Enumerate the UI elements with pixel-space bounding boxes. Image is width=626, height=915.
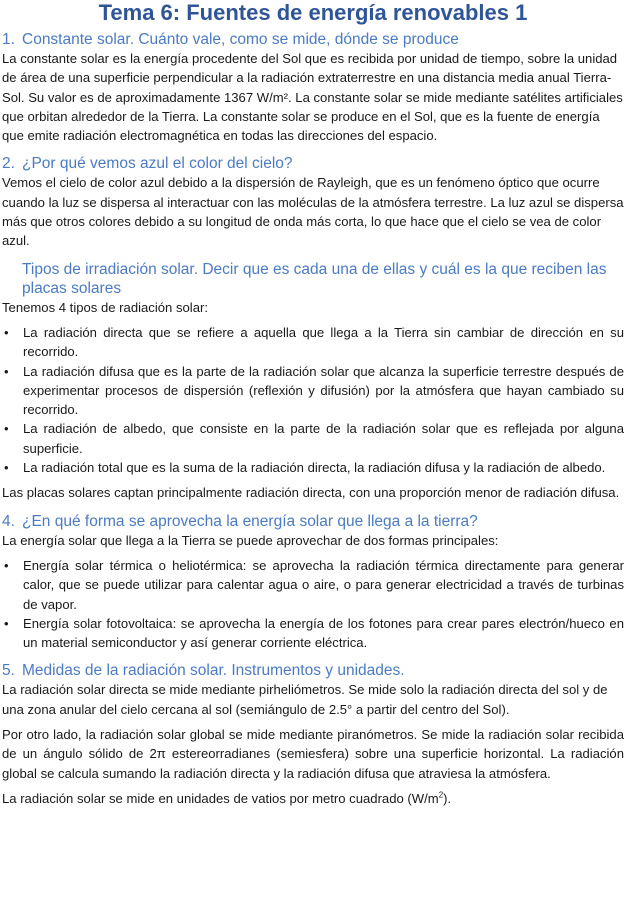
list-item-text: Energía solar térmica o heliotérmica: se aprovecha la radiación térmica directamente para generar calor, que se puede utilizar para calentar agua o aire, o para generar electricidad a través de turbinas de vapor. <box>23 557 624 612</box>
bullet-list <box>2 556 624 652</box>
bullet-icon: • <box>4 363 9 379</box>
paragraph: La energía solar que llega a la Tierra se puede aprovechar de dos formas principales: <box>2 532 499 548</box>
list-item <box>2 323 624 362</box>
list-item <box>2 614 624 653</box>
paragraph: La radiación solar directa se mide mediante pirheliómetros. Se mide solo la radiación directa del sol y de una zona anular del cielo cercana al sol (semiángulo de 2.5° a partir del centro del Sol). <box>2 682 608 717</box>
section-heading-text: ¿Por qué vemos azul el color del cielo? <box>22 155 293 173</box>
bullet-list <box>2 323 624 477</box>
list-item <box>2 556 624 614</box>
section-number <box>2 260 22 279</box>
list-item <box>2 362 624 420</box>
section-number: 4. <box>2 512 15 530</box>
list-item <box>2 458 624 477</box>
paragraph <box>2 789 624 808</box>
section-heading-text: Tipos de irradiación solar. Decir que es cada una de ellas y cuál es la que reciben las placas solares <box>22 260 607 297</box>
units-text-end: ). <box>443 790 452 806</box>
section-heading <box>2 512 624 531</box>
section-heading-text: ¿En qué forma se aprovecha la energía solar que llega a la tierra? <box>22 512 478 530</box>
section-heading <box>2 661 624 680</box>
section-number: 2. <box>2 155 15 173</box>
section-2 <box>2 154 624 250</box>
section-number: 5. <box>2 662 15 680</box>
section-number: 1. <box>2 31 15 48</box>
list-item <box>2 419 624 458</box>
paragraph: Por otro lado, la radiación solar global se mide mediante piranómetros. Se mide la radiación solar recibida de un ángulo sólido de 2π estereorradianes (semiesfera) sobre una superficie horizontal. La radiación global se calcula sumando la radiación directa y la radiación difusa que atraviesa la atmósfera. <box>2 727 624 781</box>
bullet-icon: • <box>4 615 9 631</box>
list-item-text: Energía solar fotovoltaica: se aprovecha la energía de los fotones para crear pares electrón/hueco en un material semiconductor y así generar corriente eléctrica. <box>23 615 624 651</box>
list-item-text: La radiación total que es la suma de la radiación directa, la radiación difusa y la radiación de albedo. <box>23 460 606 476</box>
section-heading-text: Constante solar. Cuánto vale, como se mide, dónde se produce <box>22 31 459 48</box>
bullet-icon: • <box>4 557 9 573</box>
section-5 <box>2 661 624 808</box>
section-heading-text: Medidas de la radiación solar. Instrumentos y unidades. <box>22 662 405 680</box>
list-item-text: La radiación de albedo, que consiste en la parte de la radiación solar que es reflejada por alguna superficie. <box>23 421 624 456</box>
paragraph: Vemos el cielo de color azul debido a la dispersión de Rayleigh, que es un fenómeno óptico que ocurre cuando la luz se dispersa al interactuar con las moléculas de la atmósfera terrestre. La luz azul se dispersa más que otros colores debido a su longitud de onda más corta, lo que hace que el cielo se vea de color azul. <box>2 175 624 249</box>
section-3 <box>2 260 624 503</box>
bullet-icon: • <box>4 421 9 437</box>
paragraph: Las placas solares captan principalmente radiación directa, con una proporción menor de radiación difusa. <box>2 485 620 501</box>
section-heading <box>2 260 624 298</box>
paragraph: La constante solar es la energía procedente del Sol que es recibida por unidad de tiempo, sobre la unidad de área de una superficie perpendicular a la radiación extraterrestre en una distancia media anual Tierra-Sol. Su valor es de aproximadamente 1367 W/m². La constante solar se mide mediante satélites artificiales que orbitan alrededor de la Tierra. La constante solar se produce en el Sol, que es la fuente de energía que emite radiación electromagnética en todas las direcciones del espacio. <box>2 51 623 144</box>
section-heading <box>2 154 624 173</box>
paragraph: Tenemos 4 tipos de radiación solar: <box>2 299 208 315</box>
section-4 <box>2 512 624 653</box>
units-text: La radiación solar se mide en unidades de vatios por metro cuadrado (W/m <box>2 790 439 806</box>
list-item-text: La radiación difusa que es la parte de la radiación solar que alcanza la superficie terrestre después de experimentar procesos de dispersión (reflexión y difusión) por la atmósfera que hayan cambiado su recorrido. <box>23 363 624 418</box>
section-1 <box>2 30 624 145</box>
list-item-text: La radiación directa que se refiere a aquella que llega a la Tierra sin cambiar de dirección en su recorrido. <box>23 324 624 360</box>
superscript: 2 <box>438 790 444 800</box>
bullet-icon: • <box>4 324 9 340</box>
section-heading <box>2 30 624 49</box>
page-title: Tema 6: Fuentes de energía renovables 1 <box>98 0 528 25</box>
bullet-icon: • <box>4 460 9 476</box>
